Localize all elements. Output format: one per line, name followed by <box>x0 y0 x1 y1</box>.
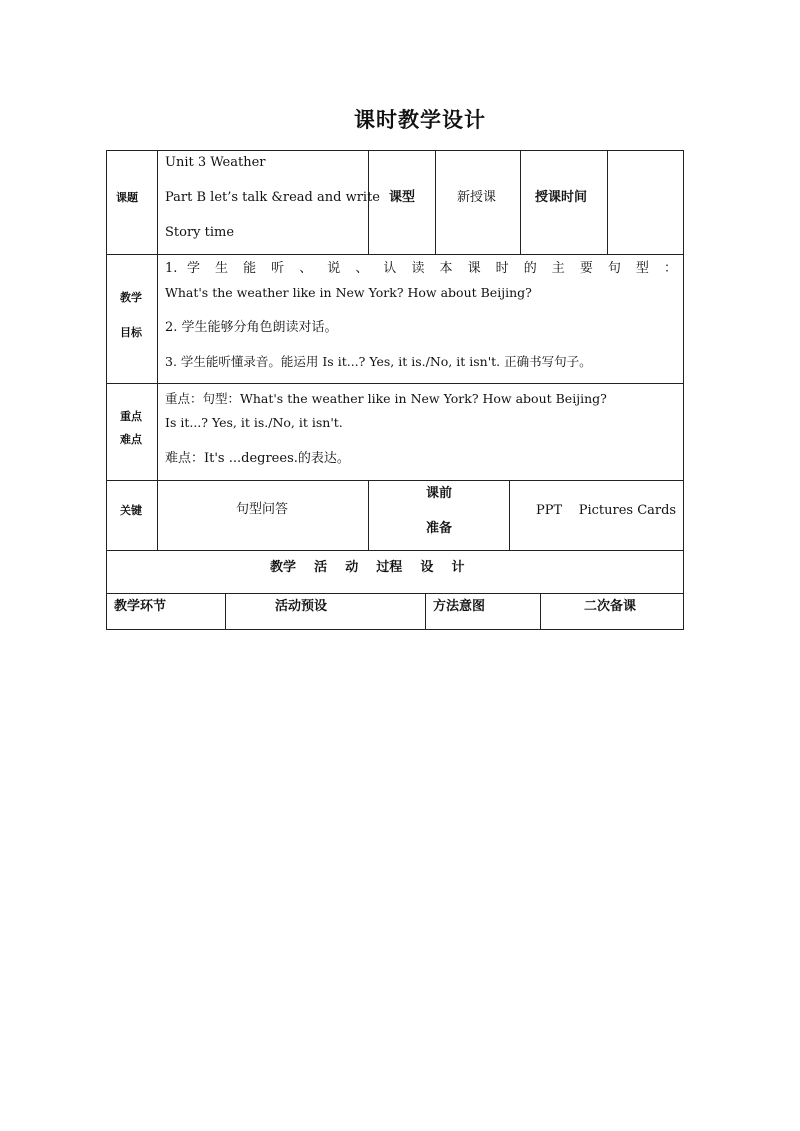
goal-label-line2: 目标 <box>120 326 142 339</box>
table-border-left <box>106 150 107 630</box>
table-border-right <box>683 150 684 630</box>
row-divider-1 <box>106 254 684 255</box>
row6-col-divider <box>225 593 226 629</box>
prep-label-line1: 课前 <box>426 486 453 501</box>
row6-col-divider <box>425 593 426 629</box>
lesson-type-value: 新授课 <box>457 190 497 205</box>
row1-col-divider <box>520 150 521 254</box>
goal-2: 2. 学生能够分角色朗读对话。 <box>165 320 338 335</box>
col-header-method: 方法意图 <box>433 599 486 614</box>
key-method-label: 关键 <box>120 504 142 517</box>
row2-col-divider <box>157 254 158 480</box>
col-header-stage: 教学环节 <box>114 599 167 614</box>
process-design-title: 教学 活 动 过程 设 计 <box>270 560 465 575</box>
key-method-value: 句型问答 <box>236 502 289 517</box>
row6-col-divider <box>540 593 541 629</box>
goal-1-en: What's the weather like in New York? How about Beijing? <box>165 285 532 300</box>
row1-col-divider <box>157 150 158 254</box>
row4-col-divider <box>157 480 158 550</box>
page-title: 课时教学设计 <box>354 107 486 132</box>
prep-label-line2: 准备 <box>426 521 453 536</box>
teaching-time-label: 授课时间 <box>535 190 588 205</box>
row4-col-divider <box>509 480 510 550</box>
topic-line-3: Story time <box>165 225 235 240</box>
topic-line-1: Unit 3 Weather <box>165 155 266 170</box>
table-border-bottom <box>106 629 684 630</box>
goal-3: 3. 学生能听懂录音。能运用 Is it...? Yes, it is./No, it isn't. 正确书写句子。 <box>165 354 592 369</box>
key-point-line2: Is it...? Yes, it is./No, it isn't. <box>165 415 343 430</box>
row-divider-2 <box>106 383 684 384</box>
row4-col-divider <box>368 480 369 550</box>
row1-col-divider <box>435 150 436 254</box>
row1-col-divider <box>607 150 608 254</box>
key-label-line1: 重点 <box>120 410 142 423</box>
topic-label: 课题 <box>116 191 138 204</box>
col-header-activity: 活动预设 <box>275 599 328 614</box>
prep-materials: PPT Pictures Cards <box>536 503 677 518</box>
col-header-second-prep: 二次备课 <box>584 599 637 614</box>
key-label-line2: 难点 <box>120 433 142 446</box>
goal-1-cn: 1. 学 生 能 听 、 说 、 认 读 本 课 时 的 主 要 句 型 ： <box>165 261 677 276</box>
topic-line-2: Part B let’s talk &read and write <box>165 190 381 205</box>
table-border-top <box>106 150 684 151</box>
row-divider-4 <box>106 550 684 551</box>
row-divider-3 <box>106 480 684 481</box>
difficulty-point: 难点：It's ...degrees.的表达。 <box>165 451 350 466</box>
lesson-type-label: 课型 <box>389 190 416 205</box>
row-divider-5 <box>106 593 684 594</box>
key-point-line1: 重点：句型：What's the weather like in New York? How about Beijing? <box>165 391 607 406</box>
goal-label-line1: 教学 <box>120 291 142 304</box>
